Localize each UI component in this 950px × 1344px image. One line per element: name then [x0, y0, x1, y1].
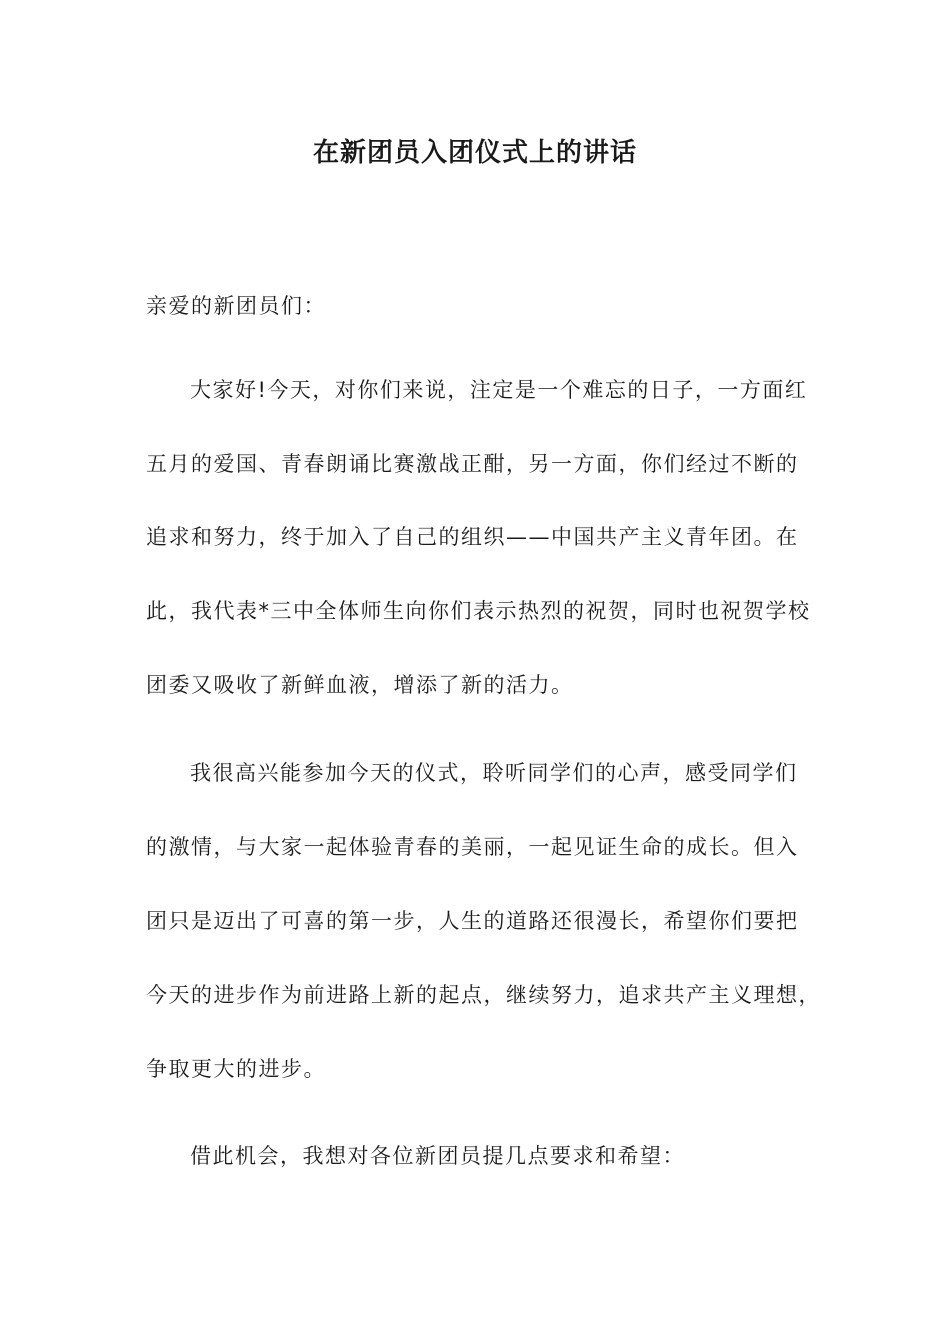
paragraph-1-line-2: 五月的爱国、青春朗诵比赛激战正酣，另一方面，你们经过不断的 — [146, 452, 799, 476]
paragraph-1-line-1: 大家好!今天，对你们来说，注定是一个难忘的日子，一方面红 — [190, 378, 808, 402]
paragraph-2-line-5: 争取更大的进步。 — [146, 1057, 326, 1081]
paragraph-1-line-5: 团委又吸收了新鲜血液，增添了新的活力。 — [146, 673, 574, 697]
salutation: 亲爱的新团员们： — [146, 294, 326, 318]
paragraph-1-line-4: 此，我代表*三中全体师生向你们表示热烈的祝贺，同时也祝贺学校 — [146, 599, 811, 623]
paragraph-1-line-3: 追求和努力，终于加入了自己的组织——中国共产主义青年团。在 — [146, 525, 799, 549]
page-title: 在新团员入团仪式上的讲话 — [312, 138, 637, 168]
paragraph-2-line-2: 的激情，与大家一起体验青春的美丽，一起见证生命的成长。但入 — [146, 835, 799, 859]
paragraph-2-line-4: 今天的进步作为前进路上新的起点，继续努力，追求共产主义理想， — [146, 983, 821, 1007]
paragraph-3-line-1: 借此机会，我想对各位新团员提几点要求和希望： — [190, 1144, 685, 1168]
paragraph-2-line-1: 我很高兴能参加今天的仪式，聆听同学们的心声，感受同学们 — [190, 761, 798, 785]
paragraph-2-line-3: 团只是迈出了可喜的第一步，人生的道路还很漫长，希望你们要把 — [146, 909, 799, 933]
